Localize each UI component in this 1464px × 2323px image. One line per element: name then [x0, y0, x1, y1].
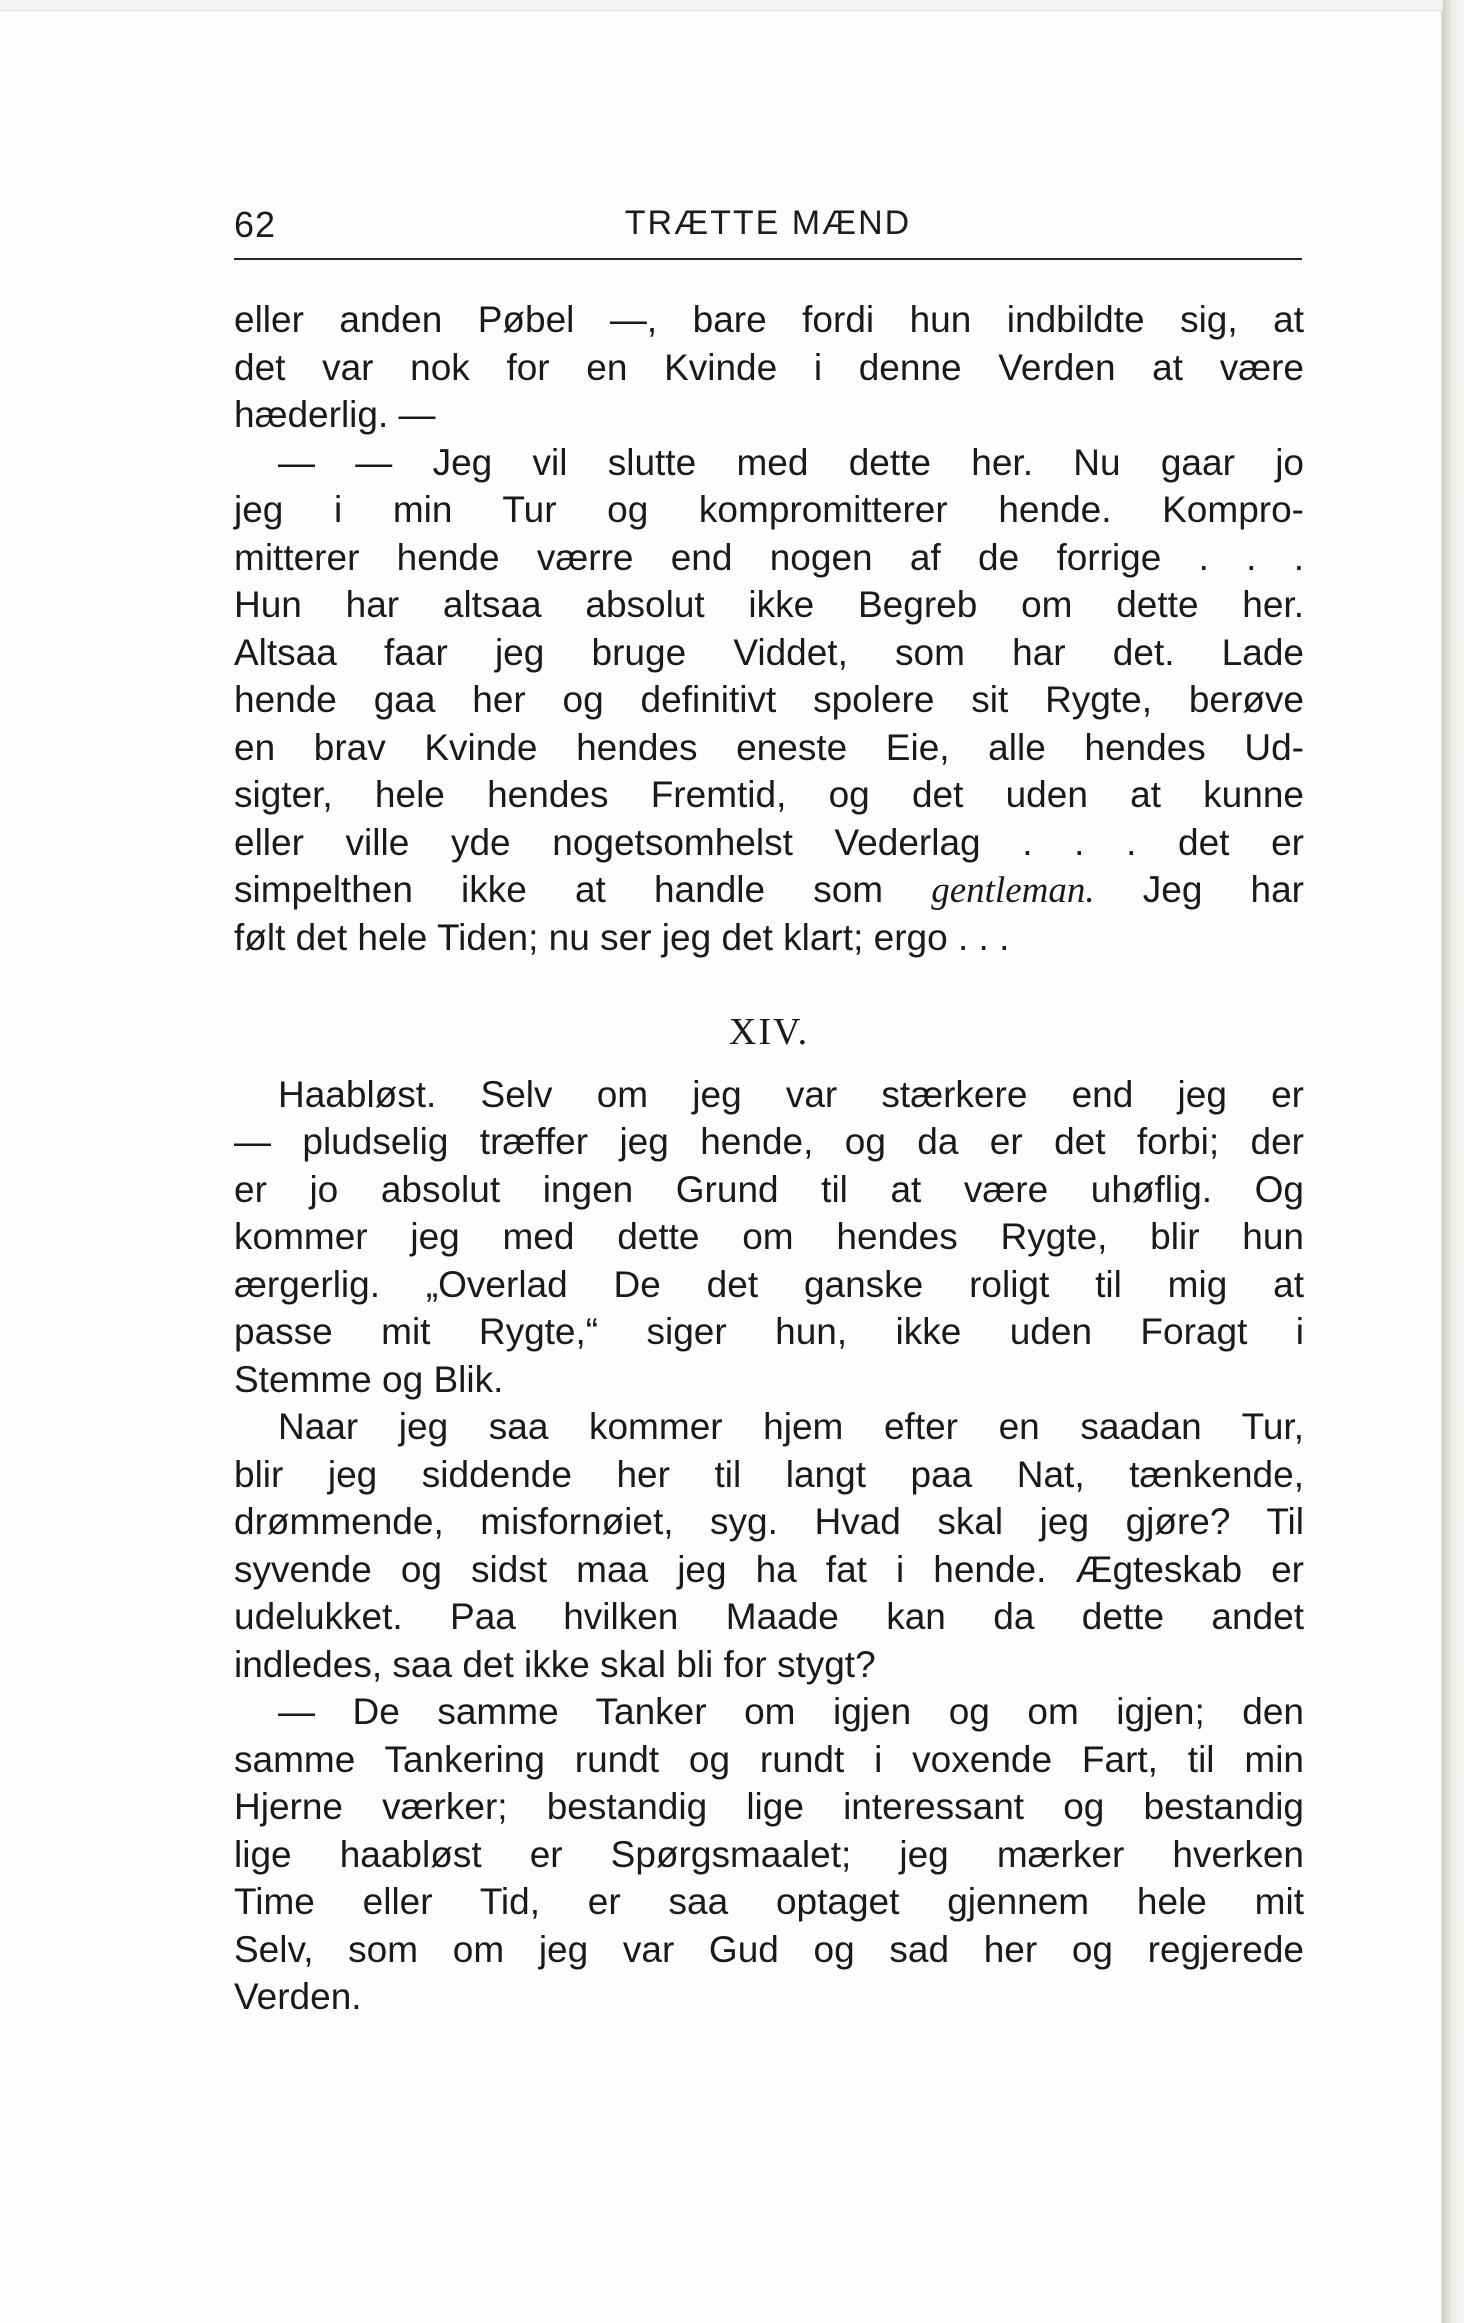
- running-title: TRÆTTE MÆND: [624, 204, 912, 242]
- text-line: Hun har altsaa absolut ikke Begreb om dette her.: [234, 584, 1304, 625]
- text-line: mitterer hende værre end nogen af de forrige . . .: [234, 536, 1304, 578]
- paragraph: [234, 296, 1304, 439]
- page-number: 62: [234, 204, 277, 245]
- text-line: Time eller Tid, er saa optaget gjennem hele mit: [234, 1881, 1304, 1922]
- text-line: en brav Kvinde hendes eneste Eie, alle hendes Ud-: [234, 726, 1304, 768]
- text-line: drømmende, misfornøiet, syg. Hvad skal jeg gjøre? Til: [234, 1501, 1304, 1542]
- text-line: Haabløst. Selv om jeg var stærkere end jeg er: [278, 1073, 1304, 1115]
- text-fragment: Jeg har: [1094, 869, 1304, 910]
- text-line: eller ville yde nogetsomhelst Vederlag . . . det er: [234, 821, 1304, 863]
- text-line: — De samme Tanker om igjen og om igjen; den: [278, 1691, 1304, 1732]
- text-line: følt det hele Tiden; nu ser jeg det klart; ergo . . .: [234, 916, 1010, 958]
- text-line: Selv, som om jeg var Gud og sad her og regjerede: [234, 1928, 1304, 1970]
- text-line: indledes, saa det ikke skal bli for stygt?: [234, 1643, 876, 1685]
- text-line: jeg i min Tur og kompromitterer hende. Kompro-: [234, 489, 1304, 530]
- text-line: hæderlig. —: [234, 394, 436, 435]
- italic-word: gentleman.: [931, 870, 1095, 911]
- text-line: Hjerne værker; bestandig lige interessant og bestandig: [234, 1786, 1304, 1827]
- paragraph: [234, 1071, 1304, 1404]
- text-line: lige haabløst er Spørgsmaalet; jeg mærker hverken: [234, 1833, 1304, 1875]
- text-line: kommer jeg med dette om hendes Rygte, blir hun: [234, 1216, 1304, 1257]
- text-line: det var nok for en Kvinde i denne Verden at være: [234, 346, 1304, 388]
- text-line: samme Tankering rundt og rundt i voxende Fart, til min: [234, 1738, 1304, 1780]
- text-line: — pludselig træffer jeg hende, og da er det forbi; der: [234, 1121, 1304, 1162]
- text-line: udelukket. Paa hvilken Maade kan da dette andet: [234, 1596, 1304, 1637]
- paragraph: [234, 1403, 1304, 1688]
- text-line: Stemme og Blik.: [234, 1358, 504, 1400]
- page-gutter-shadow: [1443, 0, 1464, 2323]
- text-line: hende gaa her og definitivt spolere sit Rygte, berøve: [234, 679, 1304, 720]
- paragraph: [234, 439, 1304, 962]
- text-line: Naar jeg saa kommer hjem efter en saadan Tur,: [278, 1406, 1304, 1447]
- text-line: eller anden Pøbel —, bare fordi hun indbildte sig, at: [234, 299, 1304, 340]
- text-line: ærgerlig. „Overlad De det ganske roligt til mig at: [234, 1263, 1304, 1305]
- body-text: [234, 296, 1304, 2021]
- text-line: Altsaa faar jeg bruge Viddet, som har det. Lade: [234, 631, 1304, 673]
- section-heading: XIV.: [728, 1011, 810, 1053]
- text-line: syvende og sidst maa jeg ha fat i hende. Ægteskab er: [234, 1548, 1304, 1590]
- text-line: blir jeg siddende her til langt paa Nat, tænkende,: [234, 1453, 1304, 1495]
- text-fragment: simpelthen ikke at handle som: [234, 869, 932, 910]
- text-line: — — Jeg vil slutte med dette her. Nu gaar jo: [278, 441, 1304, 483]
- text-line: Verden.: [234, 1976, 362, 2017]
- running-head: [234, 200, 1302, 260]
- text-line: sigter, hele hendes Fremtid, og det uden at kunne: [234, 774, 1304, 815]
- text-line-with-italic: [234, 866, 1304, 914]
- text-line: er jo absolut ingen Grund til at være uhøflig. Og: [234, 1168, 1304, 1210]
- text-line: passe mit Rygte,“ siger hun, ikke uden Foragt i: [234, 1311, 1304, 1352]
- paragraph: [234, 1688, 1304, 2021]
